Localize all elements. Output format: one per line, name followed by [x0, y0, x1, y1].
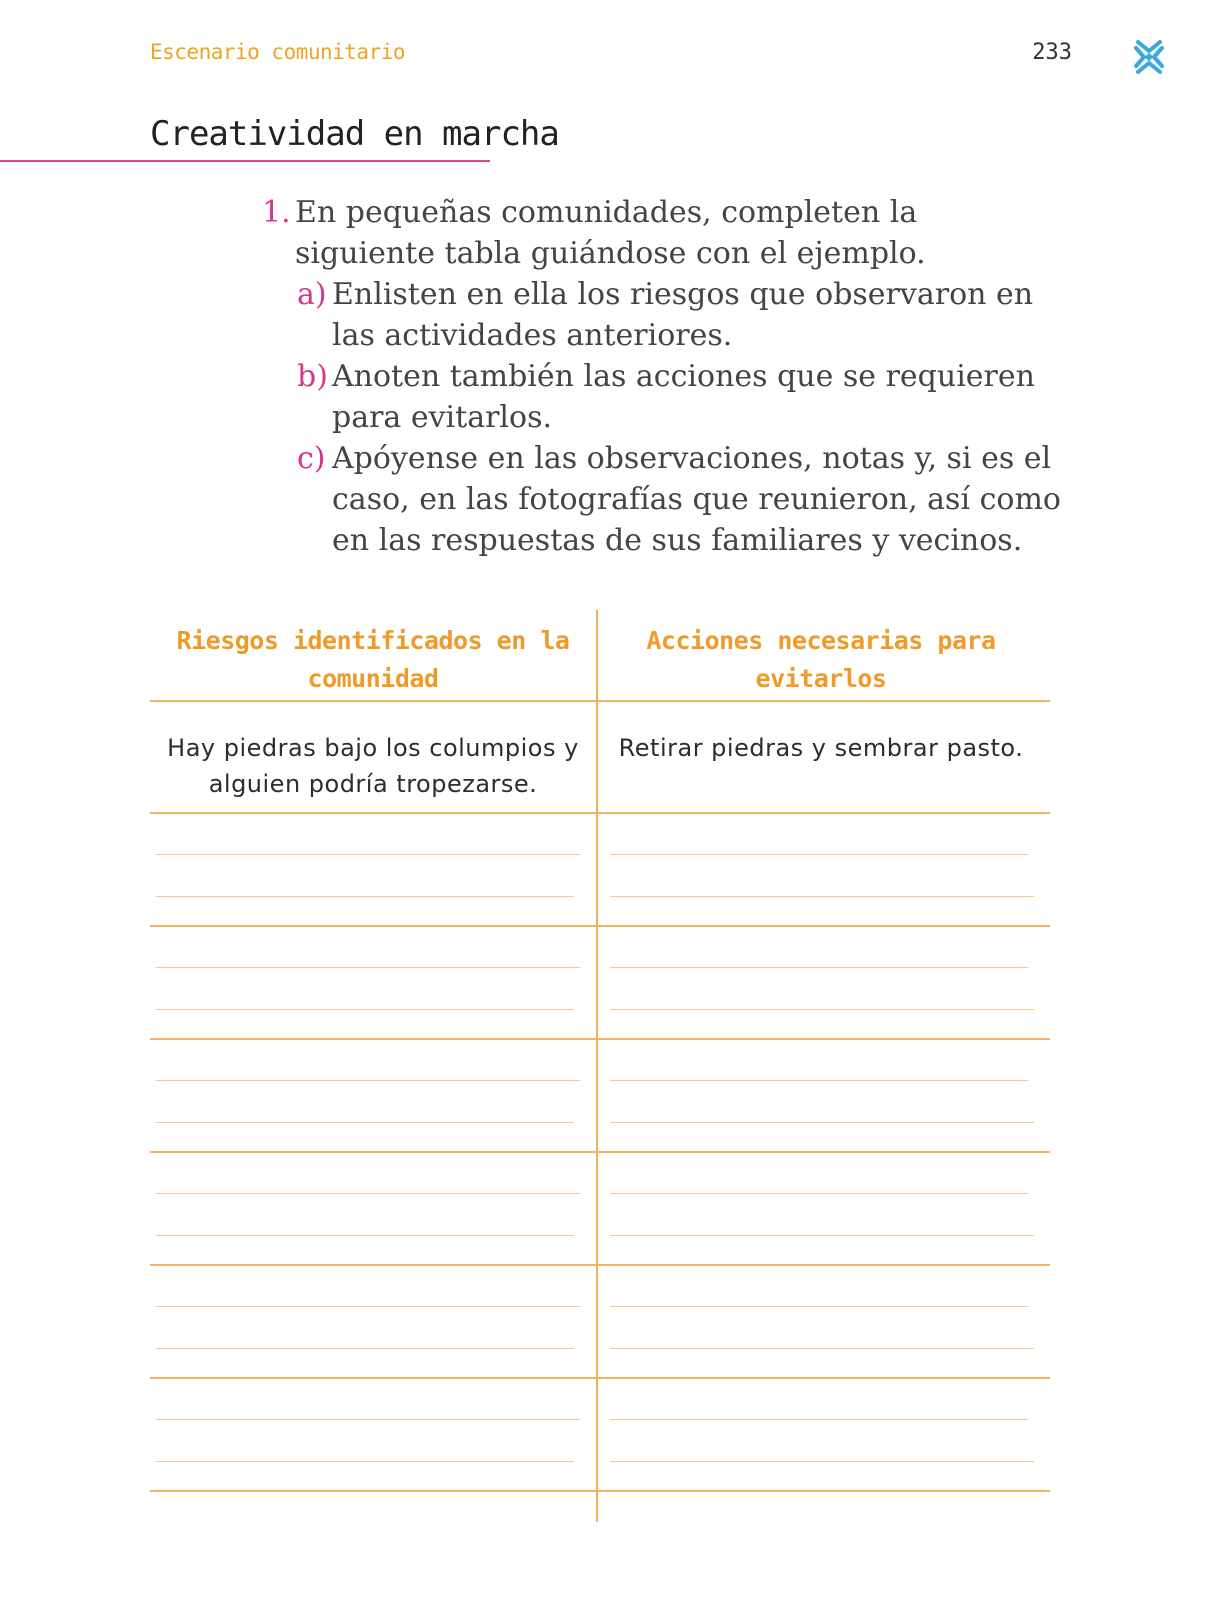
writing-line-right[interactable] [610, 1235, 1034, 1236]
writing-line-right[interactable] [610, 1009, 1034, 1010]
example-action-cell: Retirar piedras y sembrar pasto. [618, 734, 1024, 762]
writing-line-left[interactable] [156, 1306, 580, 1307]
header-rule [150, 700, 1050, 702]
row-rule [150, 812, 1050, 814]
writing-line-left[interactable] [156, 1009, 574, 1010]
writing-line-right[interactable] [610, 1306, 1028, 1307]
row-rule [150, 1038, 1050, 1040]
writing-line-left[interactable] [156, 1193, 580, 1194]
writing-line-left[interactable] [156, 896, 574, 897]
writing-line-right[interactable] [610, 1348, 1034, 1349]
instruction-item [262, 192, 1062, 274]
row-rule [150, 1490, 1050, 1492]
title-underline [0, 160, 490, 162]
sub-instruction-text: Apóyense en las observaciones, notas y, si es el caso, en las fotografías que reunieron, así como en las respuestas de sus familiares y vecinos. [332, 441, 1061, 558]
sub-instruction-list [297, 274, 1062, 561]
sub-instruction-c [297, 438, 1062, 561]
sub-marker: c) [297, 441, 326, 476]
risk-actions-table [150, 610, 1050, 1522]
writing-line-left[interactable] [156, 1122, 574, 1123]
writing-line-left[interactable] [156, 1348, 574, 1349]
writing-line-right[interactable] [610, 854, 1028, 855]
writing-line-left[interactable] [156, 854, 580, 855]
writing-line-right[interactable] [610, 1080, 1028, 1081]
section-title: Creatividad en marcha [150, 114, 559, 154]
row-rule [150, 925, 1050, 927]
writing-line-left[interactable] [156, 1080, 580, 1081]
sub-marker: b) [297, 359, 328, 394]
writing-line-right[interactable] [610, 967, 1028, 968]
row-rule [150, 1151, 1050, 1153]
example-risk-cell: Hay piedras bajo los columpios y alguien podría tropezarse. [167, 734, 579, 798]
sub-marker: a) [297, 277, 327, 312]
page-number: 233 [1032, 40, 1072, 65]
instruction-text: En pequeñas comunidades, completen la siguiente tabla guiándose con el ejemplo. [295, 195, 926, 271]
column-header-actions: Acciones necesarias para evitarlos [646, 626, 996, 693]
writing-line-right[interactable] [610, 1122, 1034, 1123]
sep-star-logo-icon [1132, 38, 1166, 76]
writing-line-right[interactable] [610, 1461, 1034, 1462]
writing-line-right[interactable] [610, 896, 1034, 897]
row-rule [150, 1264, 1050, 1266]
scenario-label: Escenario comunitario [150, 40, 406, 64]
row-rule [150, 1377, 1050, 1379]
writing-line-right[interactable] [610, 1419, 1028, 1420]
sub-instruction-text: Enlisten en ella los riesgos que observaron en las actividades anteriores. [332, 277, 1034, 353]
instruction-number: 1. [262, 195, 291, 230]
sub-instruction-text: Anoten también las acciones que se requieren para evitarlos. [332, 359, 1035, 435]
sub-instruction-b [297, 356, 1062, 438]
column-header-risks: Riesgos identificados en la comunidad [176, 626, 570, 693]
writing-line-right[interactable] [610, 1193, 1028, 1194]
instructions [262, 192, 1062, 561]
writing-line-left[interactable] [156, 1461, 574, 1462]
writing-line-left[interactable] [156, 1419, 580, 1420]
writing-line-left[interactable] [156, 1235, 574, 1236]
writing-line-left[interactable] [156, 967, 580, 968]
sub-instruction-a [297, 274, 1062, 356]
